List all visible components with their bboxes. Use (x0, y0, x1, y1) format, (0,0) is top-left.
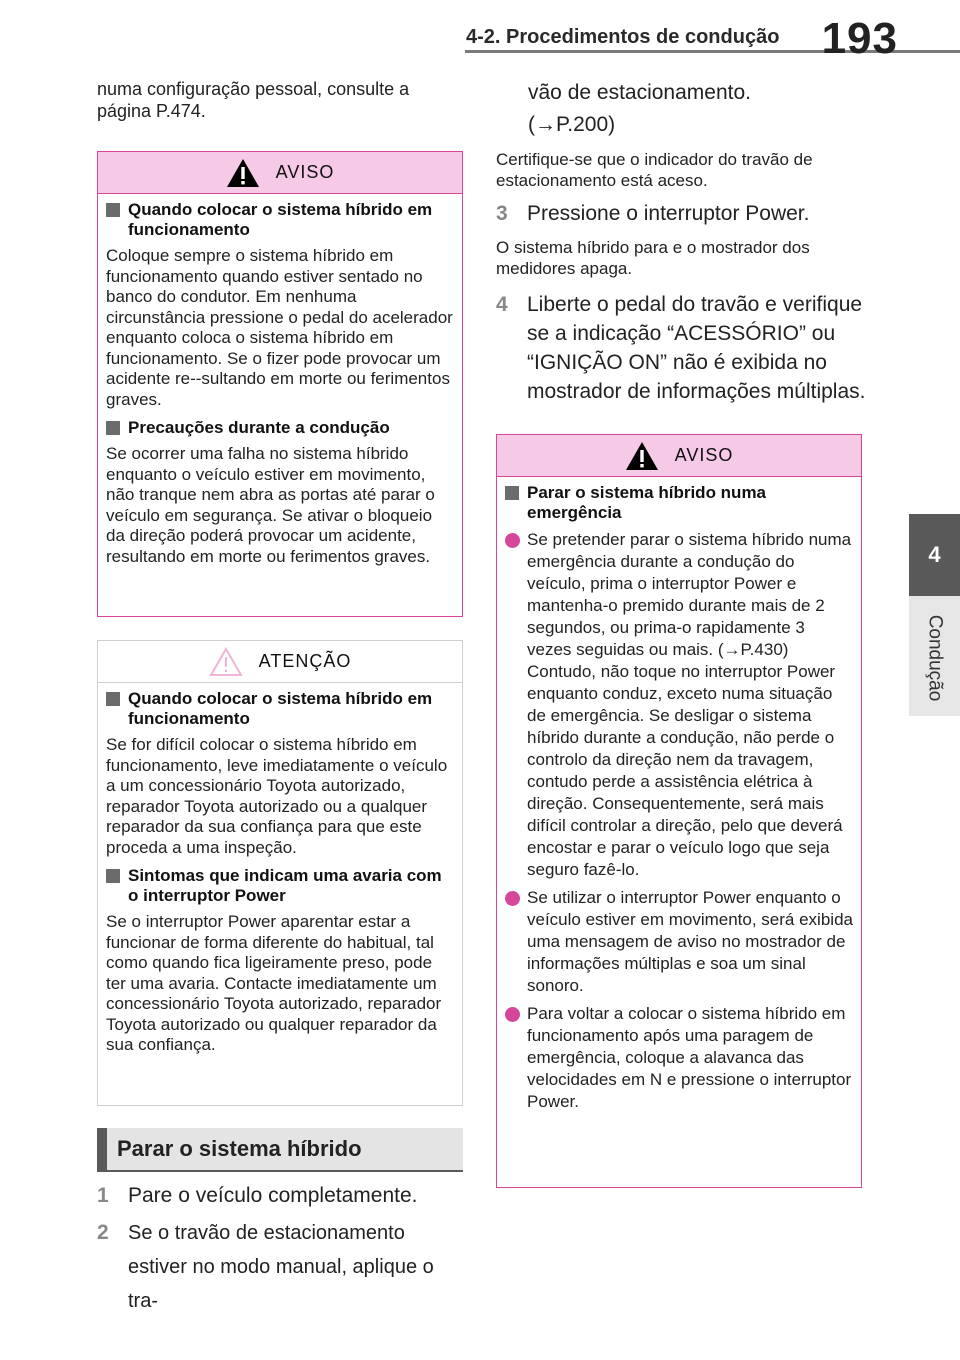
warning-section-text: Coloque sempre o sistema híbrido em funcionamento quando estiver sentado no banco do condutor. Em nenhuma circunstância pressione o pedal do acelerador enquanto coloca o sistema híbrido em funcionamento. Se o fizer pode provocar um acidente re--sultando em morte ou ferimentos graves. (106, 246, 453, 409)
warning-box-label: AVISO (674, 445, 734, 465)
intro-text: numa configuração pessoal, consulte a página P.474. (97, 79, 410, 121)
step-2-reference: (→P.200) (528, 113, 616, 136)
step-number: 1 (97, 1184, 109, 1207)
caution-triangle-icon (209, 647, 243, 677)
section-heading-text: Parar o sistema híbrido (117, 1136, 362, 1161)
step-2 (97, 1216, 467, 1318)
section-header: 4-2. Procedimentos de condução (466, 26, 780, 48)
step-text: Se o travão de estacionamento estiver no modo manual, aplique o tra- (128, 1222, 434, 1312)
caution-section-title: Quando colocar o sistema híbrido em funcionamento (106, 689, 454, 729)
page-number: 193 (821, 14, 898, 63)
step-2-note: Certifique-se que o indicador do travão de estacionamento está aceso. (496, 150, 813, 190)
step-text: Liberte o pedal do travão e verifique se a indicação “ACESSÓRIO” ou “IGNIÇÃO ON” não é exibida no mostrador de informações múltiplas. (527, 293, 866, 403)
warning-box-header (497, 435, 861, 477)
step-4 (496, 290, 870, 406)
step-1 (97, 1182, 467, 1210)
step-text: Pare o veículo completamente. (128, 1184, 418, 1207)
step-3-note: O sistema híbrido para e o mostrador dos medidores apaga. (496, 238, 810, 278)
chapter-label (909, 600, 960, 715)
warning-bullet: Se utilizar o interruptor Power enquanto o veículo estiver em movimento, será exibida uma mensagem de aviso no mostrador de informações múltiplas e soa um sinal sonoro. (505, 887, 853, 997)
step-number: 4 (496, 293, 508, 316)
warning-section-title: Precauções durante a condução (106, 418, 454, 438)
caution-box-label: ATENÇÃO (258, 651, 352, 671)
chapter-label-text: Condução (924, 614, 946, 701)
caution-section-text: Se o interruptor Power aparentar estar a funcionar de forma diferente do habitual, tal como quando fica ligeiramente preso, pode ter uma avaria. Contacte imediatamente um concessionário Toyota autorizado, reparador Toyota autorizado ou qualquer reparador da sua confiança. (106, 912, 442, 1054)
caution-section-text: Se for difícil colocar o sistema híbrido em funcionamento, leve imediatamente o veículo a um concessionário Toyota autorizado, reparador Toyota autorizado ou a qualquer reparador da sua confiança para que este proceda a uma inspeção. (106, 735, 448, 857)
section-heading (97, 1128, 463, 1172)
warning-box-2 (496, 434, 862, 1188)
warning-box-header (98, 152, 462, 194)
step-2-continued: vão de estacionamento. (528, 81, 751, 104)
warning-triangle-icon (625, 441, 659, 471)
warning-bullet: Se pretender parar o sistema híbrido numa emergência durante a condução do veículo, prima o interruptor Power e mantenha-o premido durante mais de 2 segundos, ou prima-o rapidamente 3 vezes seguidas ou mais. (→P.430) Contudo, não toque no interruptor Power enquanto conduz, exceto numa situação de emergência. Se desligar o sistema híbrido durante a condução, não perde o controlo da direção nem da travagem, contudo perde a assistência elétrica à direção. Consequentemente, será mais difícil controlar a direção, pelo que deverá encostar e parar o veículo logo que seja seguro fazê-lo. (505, 529, 853, 881)
warning-triangle-icon (226, 158, 260, 188)
step-number: 2 (97, 1221, 109, 1244)
chapter-tab[interactable]: 4 (909, 514, 960, 596)
step-number: 3 (496, 202, 508, 225)
warning-box-1 (97, 151, 463, 617)
step-3 (496, 200, 866, 228)
warning-section-title: Quando colocar o sistema híbrido em funcionamento (106, 200, 454, 240)
warning-box-label: AVISO (275, 162, 335, 182)
caution-box-header (98, 641, 462, 683)
warning-section-title: Parar o sistema híbrido numa emergência (505, 483, 853, 523)
warning-bullet: Para voltar a colocar o sistema híbrido em funcionamento após uma paragem de emergência, coloque a alavanca das velocidades em N e pressione o interruptor Power. (505, 1003, 853, 1113)
step-text: Pressione o interruptor Power. (527, 202, 810, 225)
caution-section-title: Sintomas que indicam uma avaria com o interruptor Power (106, 866, 454, 906)
warning-section-text: Se ocorrer uma falha no sistema híbrido enquanto o veículo estiver em movimento, não tranque nem abra as portas até parar o veículo em segurança. Se ativar o bloqueio da direção poderá provocar um acidente, resultando em morte ou ferimentos graves. (106, 444, 435, 566)
caution-box (97, 640, 463, 1106)
